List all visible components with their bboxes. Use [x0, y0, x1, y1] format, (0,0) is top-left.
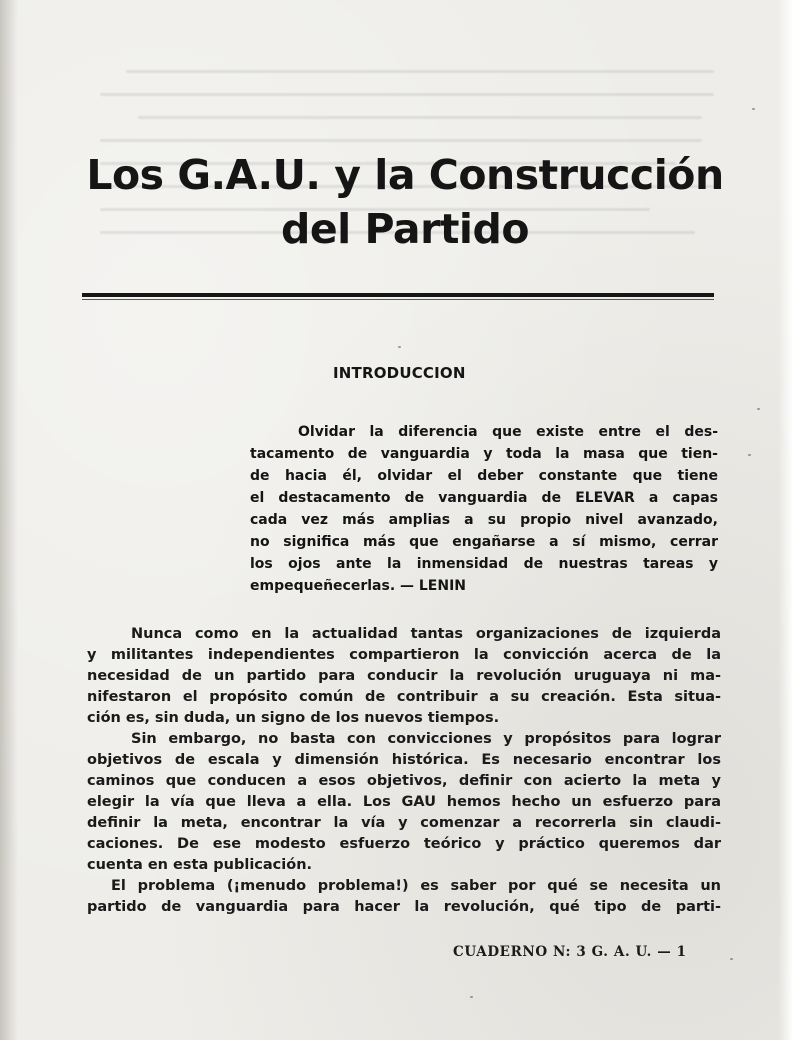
- body-line: Nunca como en la actualidad tantas organizaciones de izquierda: [131, 626, 721, 642]
- body-line: ción es, sin duda, un signo de los nuevos tiempos.: [87, 710, 500, 726]
- title-line-1: Los G.A.U. y la Construcción: [86, 151, 724, 199]
- quote-line: no significa más que engañarse a sí mismo, cerrar: [250, 534, 718, 550]
- title-rule-thin: [82, 299, 714, 300]
- print-speck: [730, 958, 733, 960]
- body-line: partido de vanguardia para hacer la revolución, qué tipo de parti-: [87, 899, 721, 915]
- body-line: caminos que conducen a esos objetivos, definir con acierto la meta y: [87, 773, 721, 789]
- page-shadow-left: [0, 0, 18, 1040]
- quote-line: tacamento de vanguardia y toda la masa que tien-: [250, 446, 718, 462]
- body-line: El problema (¡menudo problema!) es saber por qué se necesita un: [111, 878, 721, 894]
- quote-line: el destacamento de vanguardia de ELEVAR a capas: [250, 490, 718, 506]
- body-line: cuenta en esta publicación.: [87, 857, 313, 873]
- title-line-2: del Partido: [281, 205, 529, 253]
- quote-line: de hacia él, olvidar el deber constante que tiene: [250, 468, 718, 484]
- body-line: nifestaron el propósito común de contribuir a su creación. Esta situa-: [87, 689, 721, 705]
- print-speck: [748, 454, 751, 456]
- quote-line: los ojos ante la inmensidad de nuestras tareas y: [250, 556, 718, 572]
- body-line: caciones. De ese modesto esfuerzo teórico y práctico queremos dar: [87, 836, 721, 852]
- quote-line: cada vez más amplias a su propio nivel avanzado,: [250, 512, 718, 528]
- print-speck: [398, 346, 401, 348]
- section-heading: INTRODUCCION: [333, 364, 466, 382]
- print-speck: [757, 408, 760, 410]
- print-speck: [752, 108, 755, 110]
- body-line: objetivos de escala y dimensión histórica. Es necesario encontrar los: [87, 752, 721, 768]
- page-footer: CUADERNO N: 3 G. A. U. — 1: [453, 944, 687, 960]
- print-speck: [470, 996, 473, 998]
- title-rule: [82, 293, 714, 297]
- body-line: definir la meta, encontrar la vía y comenzar a recorrerla sin claudi-: [87, 815, 721, 831]
- epigraph-quote: [250, 421, 718, 597]
- body-line: elegir la vía que lleva a ella. Los GAU hemos hecho un esfuerzo para: [87, 794, 721, 810]
- quote-line: Olvidar la diferencia que existe entre el des-: [298, 424, 718, 440]
- body-line: y militantes independientes compartieron la convicción acerca de la: [87, 647, 721, 663]
- page-edge-right: [778, 0, 792, 1040]
- body-text: [87, 624, 721, 918]
- quote-line: empequeñecerlas. — LENIN: [250, 578, 467, 594]
- body-line: necesidad de un partido para conducir la revolución uruguaya ni ma-: [87, 668, 721, 684]
- document-title: [80, 148, 730, 256]
- body-line: Sin embargo, no basta con convicciones y propósitos para lograr: [131, 731, 721, 747]
